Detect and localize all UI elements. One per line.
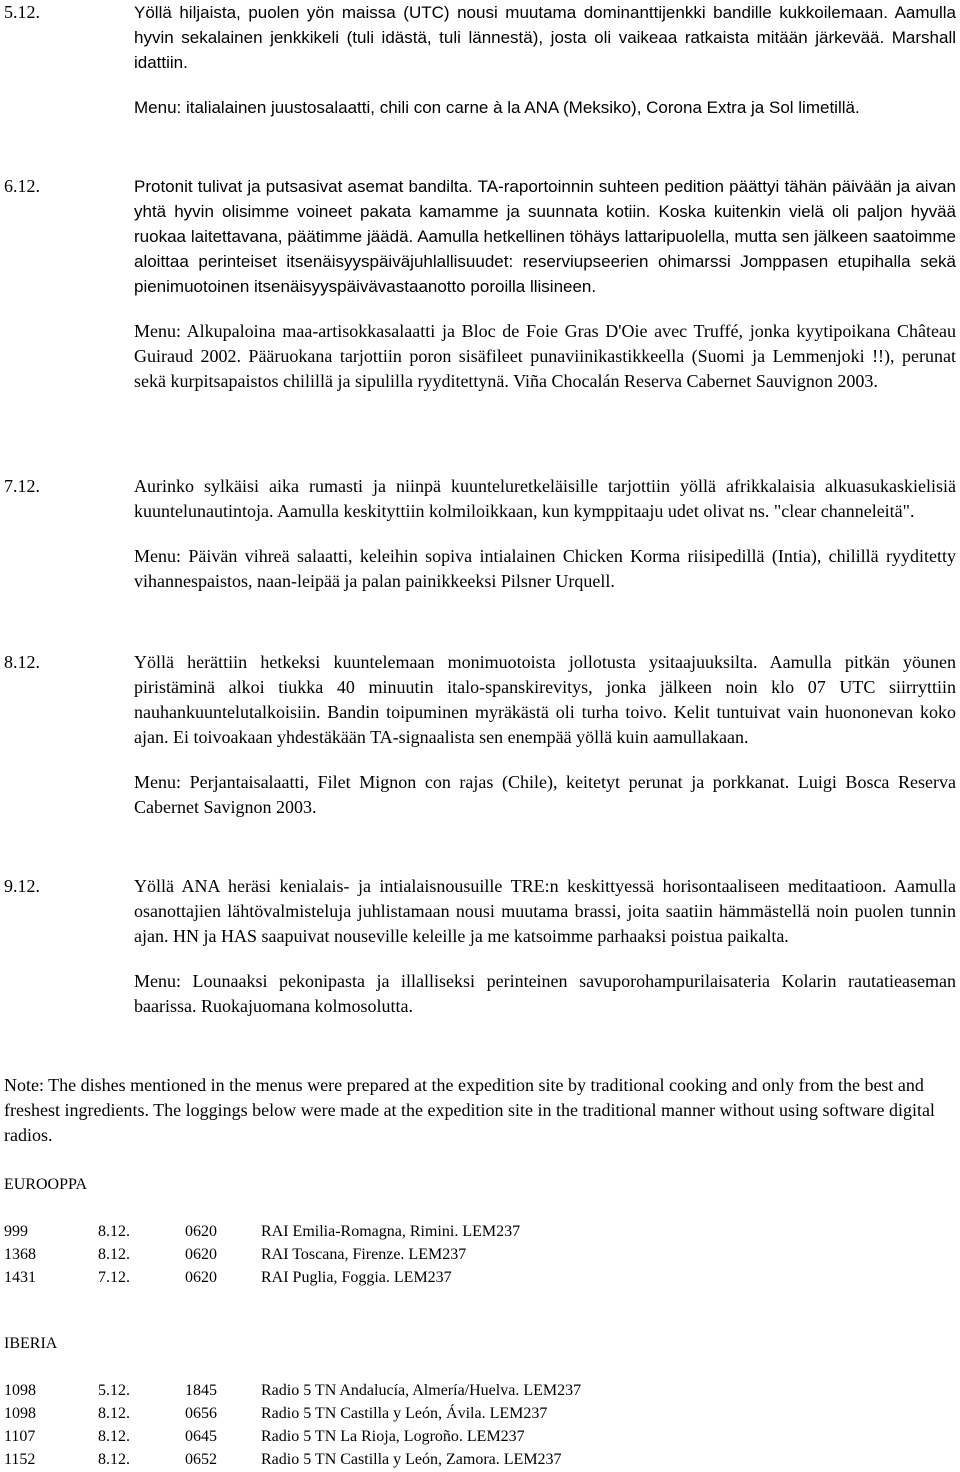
note-paragraph: Note: The dishes mentioned in the menus were prepared at the expedition site by traditional cooking and only from the best and freshest ingredients. The loggings below were made at the expedition site in the traditional manner without using software digital radios. bbox=[4, 1075, 935, 1145]
log-table-europe bbox=[4, 1220, 520, 1289]
station-cell: Radio 5 TN Castilla y León, Ávila. LEM237 bbox=[261, 1405, 548, 1422]
menu-paragraph: Menu: Päivän vihreä salaatti, keleihin sopiva intialainen Chicken Korma riisipedillä (Intia), chilillä ryyditetty vihannespaistos, naan-leipää ja palan painikkeeksi Pilsner Urquell. bbox=[134, 546, 956, 591]
diary-entry bbox=[4, 0, 956, 120]
entry-date: 6.12. bbox=[4, 176, 40, 196]
menu-paragraph: Menu: italialainen juustosalaatti, chili con carne à la ANA (Meksiko), Corona Extra ja Sol limetillä. bbox=[134, 98, 860, 117]
table-row bbox=[4, 1379, 581, 1402]
frequency-cell: 1107 bbox=[4, 1428, 36, 1445]
table-row bbox=[4, 1402, 581, 1425]
entry-body bbox=[134, 650, 956, 820]
date-cell: 5.12. bbox=[98, 1382, 130, 1399]
time-cell: 1845 bbox=[185, 1382, 217, 1399]
frequency-cell: 1098 bbox=[4, 1405, 36, 1422]
diary-entry bbox=[4, 174, 956, 394]
frequency-cell: 1368 bbox=[4, 1246, 36, 1263]
entry-paragraph: Aurinko sylkäisi aika rumasti ja niinpä kuunteluretkeläisille tarjottiin yöllä afrikkalaisia alkuasukaskielisiä kuuntelunautintoja. Aamulla keskityttiin kolmiloikkaan, kun kymppitaaju udet olivat ns. "clear channeleitä". bbox=[134, 476, 956, 521]
frequency-cell: 1431 bbox=[4, 1269, 36, 1286]
date-cell: 8.12. bbox=[98, 1451, 130, 1468]
time-cell: 0656 bbox=[185, 1405, 217, 1422]
station-cell: RAI Emilia-Romagna, Rimini. LEM237 bbox=[261, 1223, 521, 1240]
date-cell: 8.12. bbox=[98, 1428, 130, 1445]
station-cell: RAI Toscana, Firenze. LEM237 bbox=[261, 1246, 467, 1263]
time-cell: 0652 bbox=[185, 1451, 217, 1468]
date-cell: 8.12. bbox=[98, 1246, 130, 1263]
time-cell: 0620 bbox=[185, 1223, 217, 1240]
entry-paragraph: Yöllä herättiin hetkeksi kuuntelemaan monimuotoista jollotusta ysitaajuuksilta. Aamulla pitkän yöunen piristäminä alkoi tiukka 40 minuutin italo-spanskirevitys, jonka jälkeen noin klo 07 UTC siirryttiin nauhankuuntelutalkoisiin. Bandin toipuminen myräkästä oli turha toivo. Kelit tuntuivat vain huononevan koko ajan. Ei toivoakaan yhdestäkään TA-signaalista sen enempää yöllä kuin aamullakaan. bbox=[134, 652, 956, 747]
entry-date: 9.12. bbox=[4, 876, 40, 896]
station-cell: Radio 5 TN Castilla y León, Zamora. LEM237 bbox=[261, 1451, 562, 1468]
frequency-cell: 999 bbox=[4, 1223, 28, 1240]
table-row bbox=[4, 1448, 581, 1471]
station-cell: Radio 5 TN La Rioja, Logroño. LEM237 bbox=[261, 1428, 525, 1445]
diary-entry bbox=[4, 650, 956, 820]
menu-paragraph: Menu: Alkupaloina maa-artisokkasalaatti ja Bloc de Foie Gras D'Oie avec Truffé, jonka kyytipoikana Château Guiraud 2002. Pääruokana tarjottiin poron sisäfileet punaviinikastikkeella (Suomi ja Lemmenjoki !!), perunat sekä kurpitsapaistos chilillä ja sipulilla ryyditettynä. Viña Chocalán Reserva Cabernet Sauvignon 2003. bbox=[134, 321, 956, 391]
entry-date: 8.12. bbox=[4, 652, 40, 672]
date-cell: 7.12. bbox=[98, 1269, 130, 1286]
entry-body bbox=[134, 874, 956, 1019]
section-title-iberia: IBERIA bbox=[4, 1335, 58, 1352]
log-table-iberia bbox=[4, 1379, 581, 1471]
time-cell: 0645 bbox=[185, 1428, 217, 1445]
time-cell: 0620 bbox=[185, 1269, 217, 1286]
station-cell: Radio 5 TN Andalucía, Almería/Huelva. LEM237 bbox=[261, 1382, 582, 1399]
entry-date: 7.12. bbox=[4, 476, 40, 496]
menu-paragraph: Menu: Lounaaksi pekonipasta ja illalliseksi perinteinen savuporohampurilaisateria Kolarin rautatieaseman baarissa. Ruokajuomana kolmosolutta. bbox=[134, 971, 956, 1016]
table-row bbox=[4, 1220, 520, 1243]
entry-paragraph: Yöllä hiljaista, puolen yön maissa (UTC) nousi muutama dominanttijenkki bandille kukkoilemaan. Aamulla hyvin sekalainen jenkkikeli (tuli idästä, tuli lännestä), josta oli vaikeaa ratkaista mitään järkevää. Marshall idattiin. bbox=[134, 3, 956, 72]
menu-paragraph: Menu: Perjantaisalaatti, Filet Mignon con rajas (Chile), keitetyt perunat ja porkkanat. Luigi Bosca Reserva Cabernet Savignon 2003. bbox=[134, 772, 956, 817]
station-cell: RAI Puglia, Foggia. LEM237 bbox=[261, 1269, 452, 1286]
date-cell: 8.12. bbox=[98, 1223, 130, 1240]
table-row bbox=[4, 1243, 520, 1266]
frequency-cell: 1098 bbox=[4, 1382, 36, 1399]
table-row bbox=[4, 1266, 520, 1289]
date-cell: 8.12. bbox=[98, 1405, 130, 1422]
entry-paragraph: Yöllä ANA heräsi kenialais- ja intialaisnousuille TRE:n keskittyessä horisontaaliseen meditaatioon. Aamulla osanottajien lähtövalmisteluja juhlistamaan nousi muutama brassi, joita saatiin hämmästellä noin puolen tunnin ajan. HN ja HAS saapuivat nouseville keleille ja me katsoimme parhaaksi poistua paikalta. bbox=[134, 876, 956, 946]
entry-body bbox=[134, 174, 956, 394]
time-cell: 0620 bbox=[185, 1246, 217, 1263]
section-title-europe: EUROOPPA bbox=[4, 1176, 87, 1193]
table-row bbox=[4, 1425, 581, 1448]
entry-body bbox=[134, 474, 956, 594]
frequency-cell: 1152 bbox=[4, 1451, 36, 1468]
entry-date: 5.12. bbox=[4, 2, 40, 22]
diary-entry bbox=[4, 474, 956, 594]
entry-paragraph: Protonit tulivat ja putsasivat asemat bandilta. TA-raportoinnin suhteen pedition päättyi tähän päivään ja aivan yhtä hyvin olisimme voineet pakata kamamme ja suunnata kotiin. Koska kuitenkin vielä oli paljon hyvää ruokaa laitettavana, päätimme jäädä. Aamulla hetkellinen töhäys lattaripuolella, mutta sen jälkeen saatoimme aloittaa perinteiset itsenäisyyspäiväjuhlallisuudet: reserviupseerien ohimarssi Jomppasen etupihalla sekä pienimuotoinen itsenäisyyspäivävastaanotto poroilla llisineen. bbox=[134, 177, 956, 296]
entry-body bbox=[134, 0, 956, 120]
diary-entry bbox=[4, 874, 956, 1019]
